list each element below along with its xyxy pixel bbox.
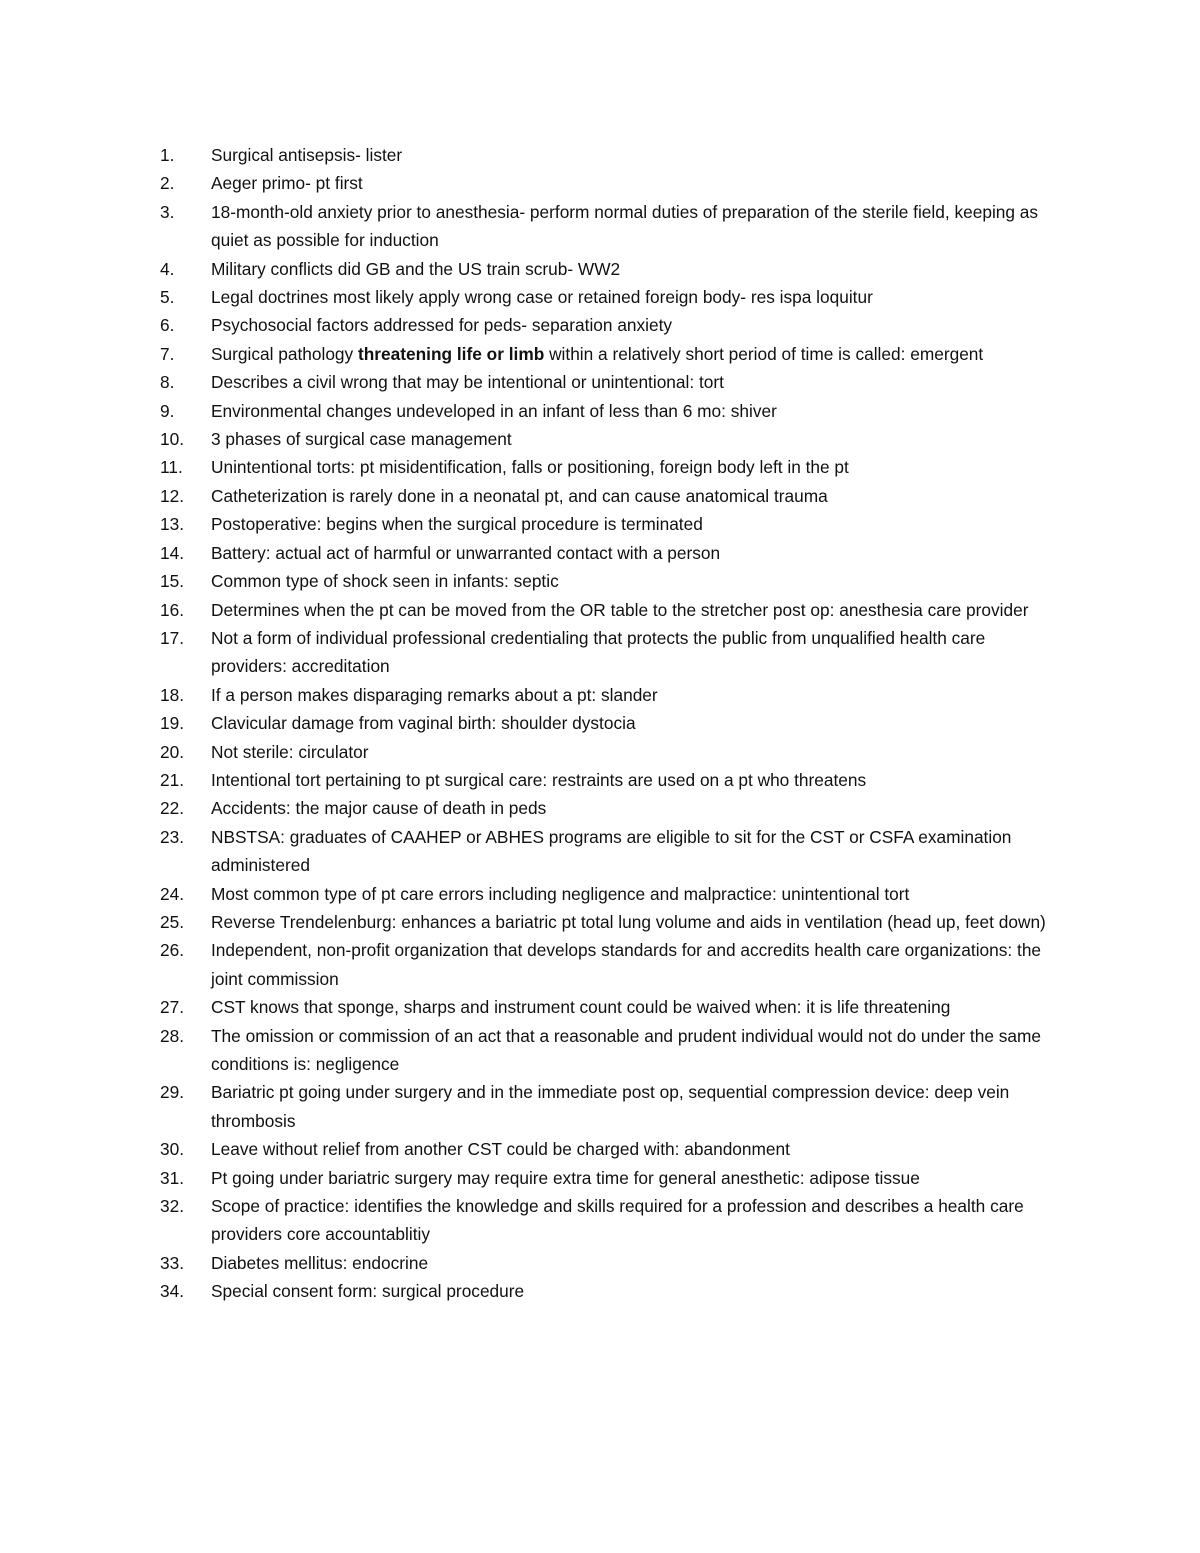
item-text <box>211 340 1065 368</box>
item-text: Diabetes mellitus: endocrine <box>211 1252 429 1273</box>
item-text: Describes a civil wrong that may be intentional or unintentional: tort <box>211 372 724 393</box>
item-number: 31. <box>160 1167 185 1188</box>
list-item <box>160 936 1065 993</box>
item-text: Intentional tort pertaining to pt surgical care: restraints are used on a pt who threatens <box>211 769 867 790</box>
item-number: 1. <box>160 145 175 165</box>
list-item <box>160 1277 1065 1305</box>
item-text: Environmental changes undeveloped in an infant of less than 6 mo: shiver <box>211 400 777 421</box>
list-item <box>160 425 1065 453</box>
list-item <box>160 624 1065 681</box>
item-number: 9. <box>160 400 175 421</box>
list-item <box>160 908 1065 936</box>
item-number: 14. <box>160 542 185 563</box>
item-number: 30. <box>160 1139 185 1160</box>
item-number: 18. <box>160 684 185 705</box>
item-number: 11. <box>160 457 183 478</box>
item-number: 34. <box>160 1281 185 1302</box>
item-text: 18-month-old anxiety prior to anesthesia- perform normal duties of preparation of the sterile field, keeping as quiet as possible for induction <box>211 201 1039 251</box>
list-item <box>160 1164 1065 1192</box>
numbered-list <box>160 141 1065 1306</box>
item-number: 26. <box>160 940 185 961</box>
item-text: Catheterization is rarely done in a neonatal pt, and can cause anatomical trauma <box>211 485 828 506</box>
item-number: 2. <box>160 173 175 194</box>
item-text: Independent, non-profit organization that develops standards for and accredits health care organizations: the joint commission <box>211 940 1042 989</box>
item-text: Legal doctrines most likely apply wrong case or retained foreign body- res ispa loquitur <box>211 287 873 308</box>
list-item <box>160 709 1065 737</box>
list-item <box>160 169 1065 197</box>
list-item <box>160 681 1065 709</box>
item-number: 22. <box>160 798 185 819</box>
item-text: Psychosocial factors addressed for peds- separation anxiety <box>211 315 673 336</box>
item-number: 10. <box>160 429 185 450</box>
list-item <box>160 738 1065 766</box>
item-number: 28. <box>160 1025 185 1046</box>
item-text: Accidents: the major cause of death in peds <box>211 798 547 819</box>
item-number: 23. <box>160 826 185 847</box>
item-number: 4. <box>160 258 175 279</box>
item-text: Unintentional torts: pt misidentification, falls or positioning, foreign body left in the pt <box>211 457 849 478</box>
list-item <box>160 539 1065 567</box>
list-item <box>160 368 1065 396</box>
list-item <box>160 397 1065 425</box>
list-item <box>160 1249 1065 1277</box>
item-text-after: within a relatively short period of time is called: emergent <box>544 343 984 364</box>
item-text: Surgical antisepsis- lister <box>211 145 403 165</box>
item-text: The omission or commission of an act that a reasonable and prudent individual would not do under the same conditions is: negligence <box>211 1025 1041 1074</box>
item-text: Aeger primo- pt first <box>211 173 363 194</box>
item-number: 3. <box>160 201 175 222</box>
list-item <box>160 1078 1065 1135</box>
item-number: 17. <box>160 627 185 648</box>
list-item <box>160 880 1065 908</box>
item-text: NBSTSA: graduates of CAAHEP or ABHES programs are eligible to sit for the CST or CSFA examination administered <box>211 826 1012 876</box>
item-text: Pt going under bariatric surgery may require extra time for general anesthetic: adipose tissue <box>211 1167 920 1188</box>
item-number: 16. <box>160 599 185 620</box>
item-text: Not sterile: circulator <box>211 741 369 762</box>
item-text: Most common type of pt care errors including negligence and malpractice: unintentional tort <box>211 883 910 904</box>
list-item <box>160 794 1065 822</box>
item-text-bold: threatening life or limb <box>357 343 545 364</box>
list-item <box>160 453 1065 481</box>
item-text: Special consent form: surgical procedure <box>211 1281 525 1302</box>
item-number: 12. <box>160 485 185 506</box>
item-text: If a person makes disparaging remarks about a pt: slander <box>211 684 658 705</box>
list-item <box>160 340 1065 368</box>
item-text: Not a form of individual professional credentialing that protects the public from unqualified health care providers: accreditation <box>211 627 986 677</box>
list-item <box>160 283 1065 311</box>
list-item <box>160 1135 1065 1163</box>
item-number: 27. <box>160 997 185 1018</box>
item-number: 29. <box>160 1082 185 1103</box>
item-number: 25. <box>160 911 185 932</box>
list-item <box>160 311 1065 339</box>
item-text: Leave without relief from another CST could be charged with: abandonment <box>211 1139 790 1160</box>
item-number: 32. <box>160 1196 185 1217</box>
list-item <box>160 823 1065 880</box>
item-number: 7. <box>160 343 175 364</box>
list-item <box>160 766 1065 794</box>
item-text: Scope of practice: identifies the knowledge and skills required for a profession and describes a health care providers core accountablitiy <box>211 1196 1024 1245</box>
item-text: 3 phases of surgical case management <box>211 429 512 450</box>
item-text-before: Surgical pathology <box>211 343 358 364</box>
item-number: 19. <box>160 713 185 734</box>
item-text: Clavicular damage from vaginal birth: shoulder dystocia <box>211 713 636 734</box>
list-item <box>160 1192 1065 1249</box>
list-item <box>160 198 1065 255</box>
item-number: 5. <box>160 287 175 308</box>
item-text: Bariatric pt going under surgery and in the immediate post op, sequential compression device: deep vein thrombosis <box>211 1082 1010 1131</box>
item-number: 8. <box>160 372 175 393</box>
item-text: Military conflicts did GB and the US train scrub- WW2 <box>211 258 621 279</box>
item-text: Common type of shock seen in infants: septic <box>211 571 559 592</box>
item-number: 6. <box>160 315 175 336</box>
item-number: 15. <box>160 571 185 592</box>
list-item <box>160 255 1065 283</box>
list-item <box>160 510 1065 538</box>
list-item <box>160 482 1065 510</box>
list-item <box>160 596 1065 624</box>
item-text: Determines when the pt can be moved from the OR table to the stretcher post op: anesthesia care provider <box>211 599 1029 620</box>
list-item <box>160 1022 1065 1079</box>
item-text: Reverse Trendelenburg: enhances a bariatric pt total lung volume and aids in ventilation (head up, feet down) <box>211 911 1046 932</box>
list-item <box>160 567 1065 595</box>
item-number: 33. <box>160 1252 185 1273</box>
item-number: 21. <box>160 769 185 790</box>
item-text: CST knows that sponge, sharps and instrument count could be waived when: it is life threatening <box>211 997 951 1018</box>
item-number: 20. <box>160 741 185 762</box>
list-item <box>160 993 1065 1021</box>
item-text: Postoperative: begins when the surgical procedure is terminated <box>211 514 703 535</box>
item-text: Battery: actual act of harmful or unwarranted contact with a person <box>211 542 721 563</box>
list-item <box>160 141 1065 169</box>
item-number: 24. <box>160 883 185 904</box>
item-number: 13. <box>160 514 185 535</box>
